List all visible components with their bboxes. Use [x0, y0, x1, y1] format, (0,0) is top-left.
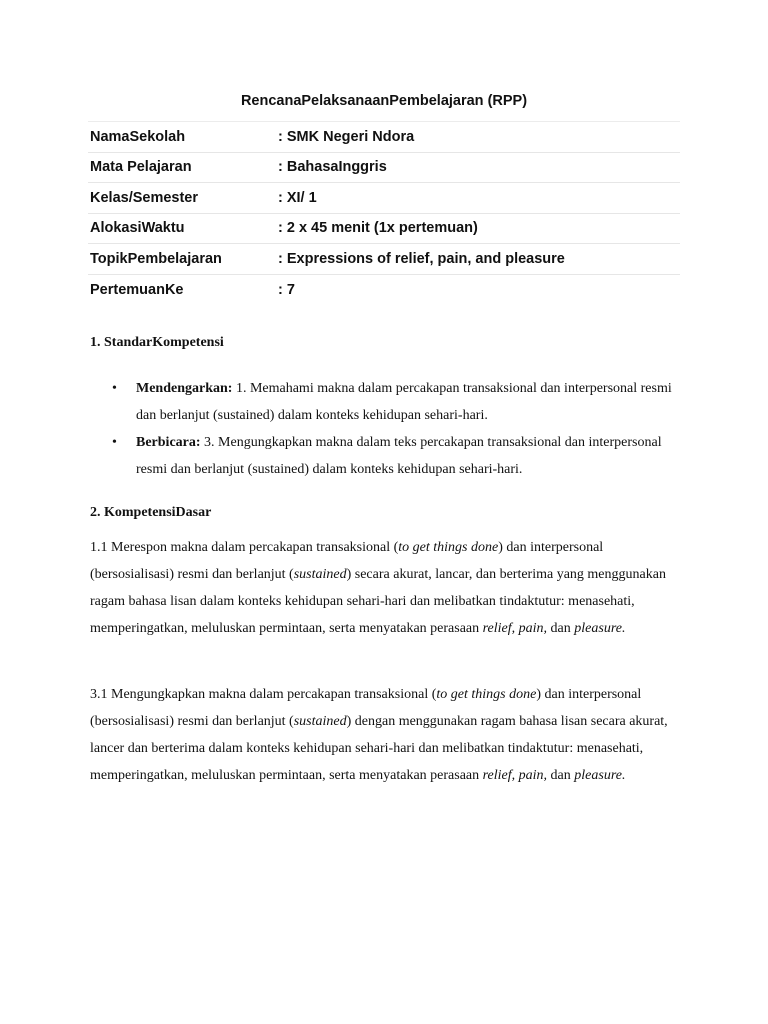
italic-run: sustained: [293, 567, 347, 582]
text-run: ) secara akurat, lancar, dan berterima yang menggunakan ragam bahasa lisan dalam konteks kehidupan sehari-hari dan melibatkan tindaktutur: menasehati, memperingatkan, meluluskan permintaan, serta menyatakan perasaan: [90, 567, 666, 636]
document-title: RencanaPelaksanaanPembelajaran (RPP): [240, 93, 528, 109]
paragraph-kd-3-1: [90, 681, 690, 789]
section-heading-standar-kompetensi: 1. StandarKompetensi: [90, 335, 224, 350]
italic-run: pleasure.: [574, 768, 626, 783]
row-label: NamaSekolah: [88, 122, 276, 153]
bullet-label: Berbicara:: [136, 435, 201, 450]
row-value: : 2 x 45 menit (1x pertemuan): [276, 213, 680, 244]
bullet-text: 1. Memahami makna dalam percakapan transaksional dan interpersonal resmi dan berlanjut (sustained) dalam konteks kehidupan sehari-hari.: [136, 381, 672, 423]
list-item: [90, 375, 690, 429]
bullet-icon: •: [112, 435, 117, 450]
row-value: : XI/ 1: [276, 183, 680, 214]
text-run: ) dan interpersonal (bersosialisasi) resmi dan berlanjut (: [90, 687, 642, 729]
bullet-text: 3. Mengungkapkan makna dalam teks percakapan transaksional dan interpersonal resmi dan berlanjut (sustained) dalam konteks kehidupan sehari-hari.: [136, 435, 662, 477]
competency-bullet-list: [90, 375, 690, 483]
row-value: : Expressions of relief, pain, and pleasure: [276, 244, 680, 275]
italic-run: pleasure.: [574, 621, 626, 636]
row-value: : BahasaInggris: [276, 152, 680, 183]
info-table: [88, 121, 680, 305]
table-row: [88, 244, 680, 275]
text-run: 1.1 Merespon makna dalam percakapan transaksional (: [90, 540, 399, 555]
text-run: ) dan interpersonal (bersosialisasi) resmi dan berlanjut (: [90, 540, 604, 582]
text-run: dan: [547, 621, 575, 636]
section-heading-kompetensi-dasar: 2. KompetensiDasar: [90, 505, 212, 520]
bullet-icon: •: [112, 381, 117, 396]
italic-run: to get things done: [436, 687, 537, 702]
italic-run: relief, pain,: [482, 768, 548, 783]
italic-run: relief, pain,: [482, 621, 548, 636]
table-row: [88, 274, 680, 305]
text-run: 3.1 Mengungkapkan makna dalam percakapan transaksional (: [90, 687, 437, 702]
list-item: [90, 429, 690, 483]
table-row: [88, 122, 680, 153]
bullet-label: Mendengarkan:: [136, 381, 233, 396]
row-label: PertemuanKe: [88, 274, 276, 305]
table-row: [88, 213, 680, 244]
row-value: : 7: [276, 274, 680, 305]
row-value: : SMK Negeri Ndora: [276, 122, 680, 153]
row-label: Mata Pelajaran: [88, 152, 276, 183]
table-row: [88, 183, 680, 214]
row-label: AlokasiWaktu: [88, 213, 276, 244]
paragraph-kd-1-1: [90, 534, 690, 642]
table-row: [88, 152, 680, 183]
text-run: dan: [547, 768, 575, 783]
text-run: ) dengan menggunakan ragam bahasa lisan secara akurat, lancer dan berterima dalam konteks kehidupan sehari-hari dan melibatkan tindaktutur: menasehati, memperingatkan, meluluskan permintaan, serta menyatakan perasaan: [90, 714, 668, 783]
row-label: TopikPembelajaran: [88, 244, 276, 275]
italic-run: sustained: [293, 714, 347, 729]
row-label: Kelas/Semester: [88, 183, 276, 214]
italic-run: to get things done: [398, 540, 499, 555]
